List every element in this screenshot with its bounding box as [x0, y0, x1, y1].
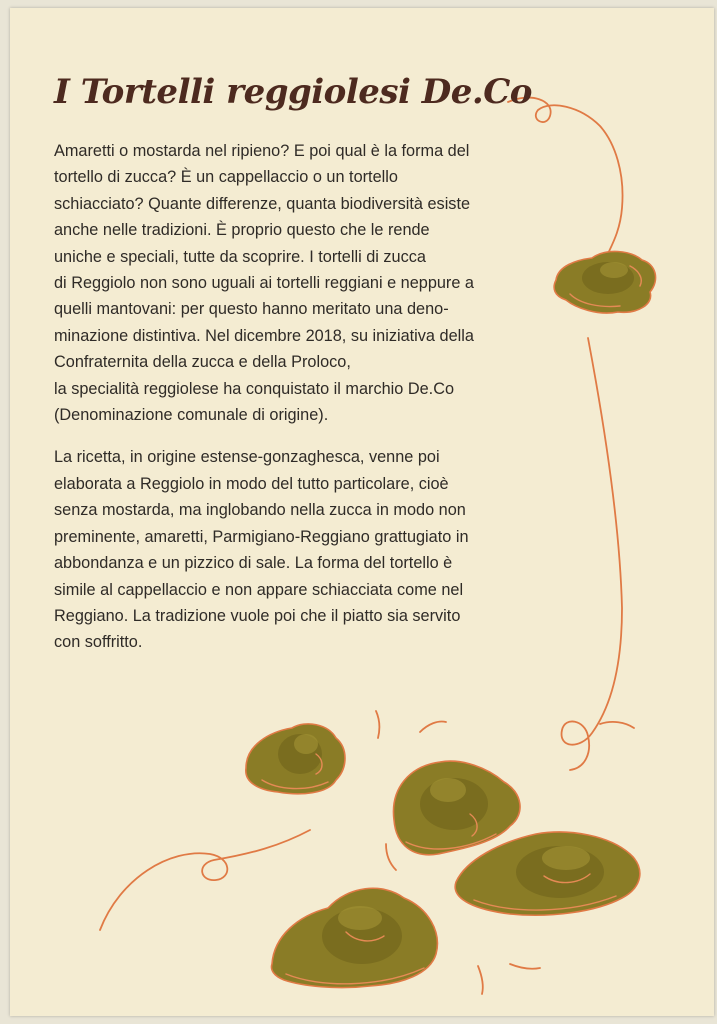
tortello-pasta-4 — [455, 832, 640, 915]
decorative-swirl-right-end — [600, 722, 634, 728]
tortello-pasta-3 — [393, 761, 520, 855]
accent-stroke-4 — [510, 964, 540, 969]
accent-stroke-5 — [386, 844, 396, 870]
decorative-swirl-right-lower — [562, 338, 622, 770]
paragraph-intro: Amaretti o mostarda nel ripieno? E poi qual è la forma del tortello di zucca? È un cappellaccio o un tortello schiacciato? Quante differenze, quanta biodiversità esiste anche nelle tradizioni. È proprio questo che le rende uniche e speciali, tutte da scoprire. I tortelli di zucca di Reggiolo non sono uguali ai tortelli reggiani e neppure a quelli mantovani: per questo hanno meritato una deno- minazione distintiva. Nel dicembre 2018, su iniziativa della Confraternita della zucca e della Proloco, la specialità reggiolese ha conquistato il marchio De.Co (Denominazione comunale di origine). — [54, 142, 474, 425]
accent-stroke-1 — [376, 711, 379, 738]
page — [10, 8, 714, 1016]
tortello-pasta-1 — [554, 251, 655, 313]
tortello-pasta-5 — [272, 888, 438, 987]
decorative-swirl-left — [100, 830, 310, 930]
tortello-pasta-2 — [246, 724, 345, 794]
article-body — [54, 138, 564, 672]
page-title: I Tortelli reggiolesi De.Co — [54, 72, 532, 112]
accent-stroke-2 — [420, 721, 446, 732]
accent-stroke-3 — [478, 966, 483, 994]
paragraph-recipe: La ricetta, in origine estense-gonzaghesca, venne poi elaborata a Reggiolo in modo del tutto particolare, cioè senza mostarda, ma inglobando nella zucca in modo non preminente, amaretti, Parmigiano-Reggiano grattugiato in abbondanza e un pizzico di sale. La forma del tortello è simile al cappellaccio e non appare schiacciata come nel Reggiano. La tradizione vuole poi che il piatto sia servito con soffritto. — [54, 448, 469, 652]
